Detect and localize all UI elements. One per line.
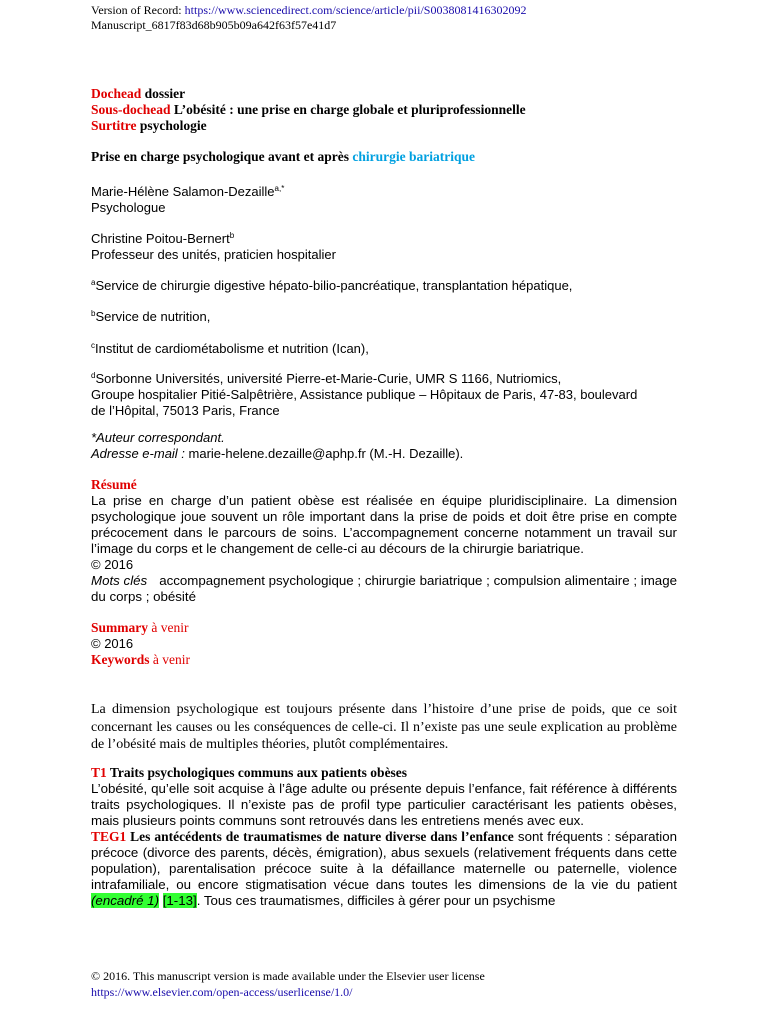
author-name: Marie-Hélène Salamon-Dezaille [91,184,275,199]
summary-suffix: à venir [148,620,189,635]
teg-text-b: . Tous ces traumatismes, difficiles à gérer pour un psychisme [196,893,556,908]
affiliation-text: Service de chirurgie digestive hépato-bilio-pancréatique, transplantation hépatique, [95,278,573,293]
license-link[interactable]: https://www.elsevier.com/open-access/userlicense/1.0/ [91,985,353,999]
surtitre-value: psychologie [136,118,207,133]
dochead-label: Dochead [91,86,142,101]
section-tag: T1 [91,765,107,780]
surtitre-label: Surtitre [91,118,137,133]
affiliation-sup: b [91,309,96,318]
email-value: marie-helene.dezaille@aphp.fr (M.-H. Dezaille). [184,446,464,461]
affiliation-sup: c [91,341,95,350]
section-t1-text: L’obésité, qu’elle soit acquise à l’âge adulte ou présente depuis l’enfance, fait référence à différents traits psychologiques. Il n’existe pas de profil type particulier caractérisant les patients obèses, mais plusieurs points communs sont retrouvés dans les entretiens menés avec eux. [91,781,677,828]
affiliation-text: Service de nutrition, [95,309,211,324]
summary-heading-line [91,620,677,636]
section-t1 [91,765,677,909]
summary-section [91,620,677,668]
affiliation-text: Institut de cardiométabolisme et nutrition (Ican), [95,341,369,356]
article-title [91,149,677,165]
dochead-value: dossier [141,86,186,101]
version-prefix: Version of Record: [91,3,185,17]
affiliation-line: Sorbonne Universités, université Pierre-et-Marie-Curie, UMR S 1166, Nutriomics, [95,371,562,386]
summary-heading: Summary [91,620,148,635]
resume-text: La prise en charge d’un patient obèse est réalisée en équipe pluridisciplinaire. La dimension psychologique joue souvent un rôle important dans la prise de poids et doit être prise en compte précocement dans le parcours de soins. L’accompagnement concerne notamment un travail sur l’image du corps et le changement de celle-ci au décours de la chirurgie bariatrique. [91,493,677,556]
page-footer [91,968,485,1000]
manuscript-id: Manuscript_6817f83d68b905b09a642f63f57e41d7 [91,18,337,32]
affiliation-b [91,306,677,325]
author-sup: a,* [274,184,285,193]
keywords-heading: Keywords [91,652,150,667]
dochead-block [91,86,677,134]
author-role: Professeur des unités, praticien hospitalier [91,247,336,262]
sous-dochead-value: L’obésité : une prise en charge globale et pluriprofessionnelle [170,102,526,117]
affiliation-sup: a [91,278,96,287]
summary-copyright: © 2016 [91,636,134,651]
page-header [91,3,526,33]
encadre-reference: (encadré 1) [91,893,159,908]
title-highlight: chirurgie bariatrique [352,149,475,164]
affiliation-d [91,368,677,419]
teg-text-a: sont fréquents : séparation précoce (divorce des parents, décès, émigration), abus sexuels (relativement fréquents dans cette population), parentalisation précoce suite à la défaillance maternelle ou paternelle, violence intrafamiliale, ou encore stigmatisation vécue dans toutes les dimensions de la vie du patient [91,829,677,892]
author-sup: b [229,231,235,240]
section-t1-heading [91,765,677,781]
author-2 [91,228,677,263]
affiliation-line: de l’Hôpital, 75013 Paris, France [91,403,280,418]
corresponding-author-label: *Auteur correspondant. [91,430,225,445]
mots-cles [91,573,677,605]
resume-heading: Résumé [91,477,137,492]
title-main: Prise en charge psychologique avant et après [91,149,353,164]
version-of-record-line [91,3,526,18]
affiliation-sup: d [91,371,96,380]
correspondence [91,430,677,462]
teg-title: Les antécédents de traumatismes de nature diverse dans l’enfance [126,829,514,844]
teg-tag: TEG1 [91,829,127,844]
mots-cles-label: Mots clés [91,573,148,588]
mots-cles-text: accompagnement psychologique ; chirurgie bariatrique ; compulsion alimentaire ; image du corps ; obésité [91,573,677,604]
section-teg1-paragraph [91,829,677,909]
surtitre-line [91,118,677,134]
intro-paragraph: La dimension psychologique est toujours présente dans l’histoire d’une prise de poids, que ce soit concernant les causes ou les conséquences de celle-ci. Il n’existe pas une seule explication au problème de l’obésité mais de multiples théories, plutôt complémentaires. [91,702,677,752]
resume-section [91,477,677,605]
sous-dochead-label: Sous-dochead [91,102,171,117]
dochead-line [91,86,677,102]
author-name: Christine Poitou-Bernert [91,231,230,246]
author-1 [91,181,677,216]
affiliation-a [91,275,677,294]
keywords-heading-line [91,652,677,668]
author-role: Psychologue [91,200,166,215]
citation-reference: [1-13] [162,893,197,908]
license-text: © 2016. This manuscript version is made available under the Elsevier user license [91,969,485,983]
sous-dochead-line [91,102,677,118]
affiliation-c [91,338,677,357]
resume-copyright: © 2016 [91,557,134,572]
section-title: Traits psychologiques communs aux patients obèses [106,765,408,780]
email-label: Adresse e-mail : [91,446,185,461]
keywords-suffix: à venir [149,652,190,667]
version-link[interactable]: https://www.sciencedirect.com/science/article/pii/S0038081416302092 [184,3,527,17]
affiliation-line: Groupe hospitalier Pitié-Salpêtrière, Assistance publique – Hôpitaux de Paris, 47-83, boulevard [91,387,638,402]
